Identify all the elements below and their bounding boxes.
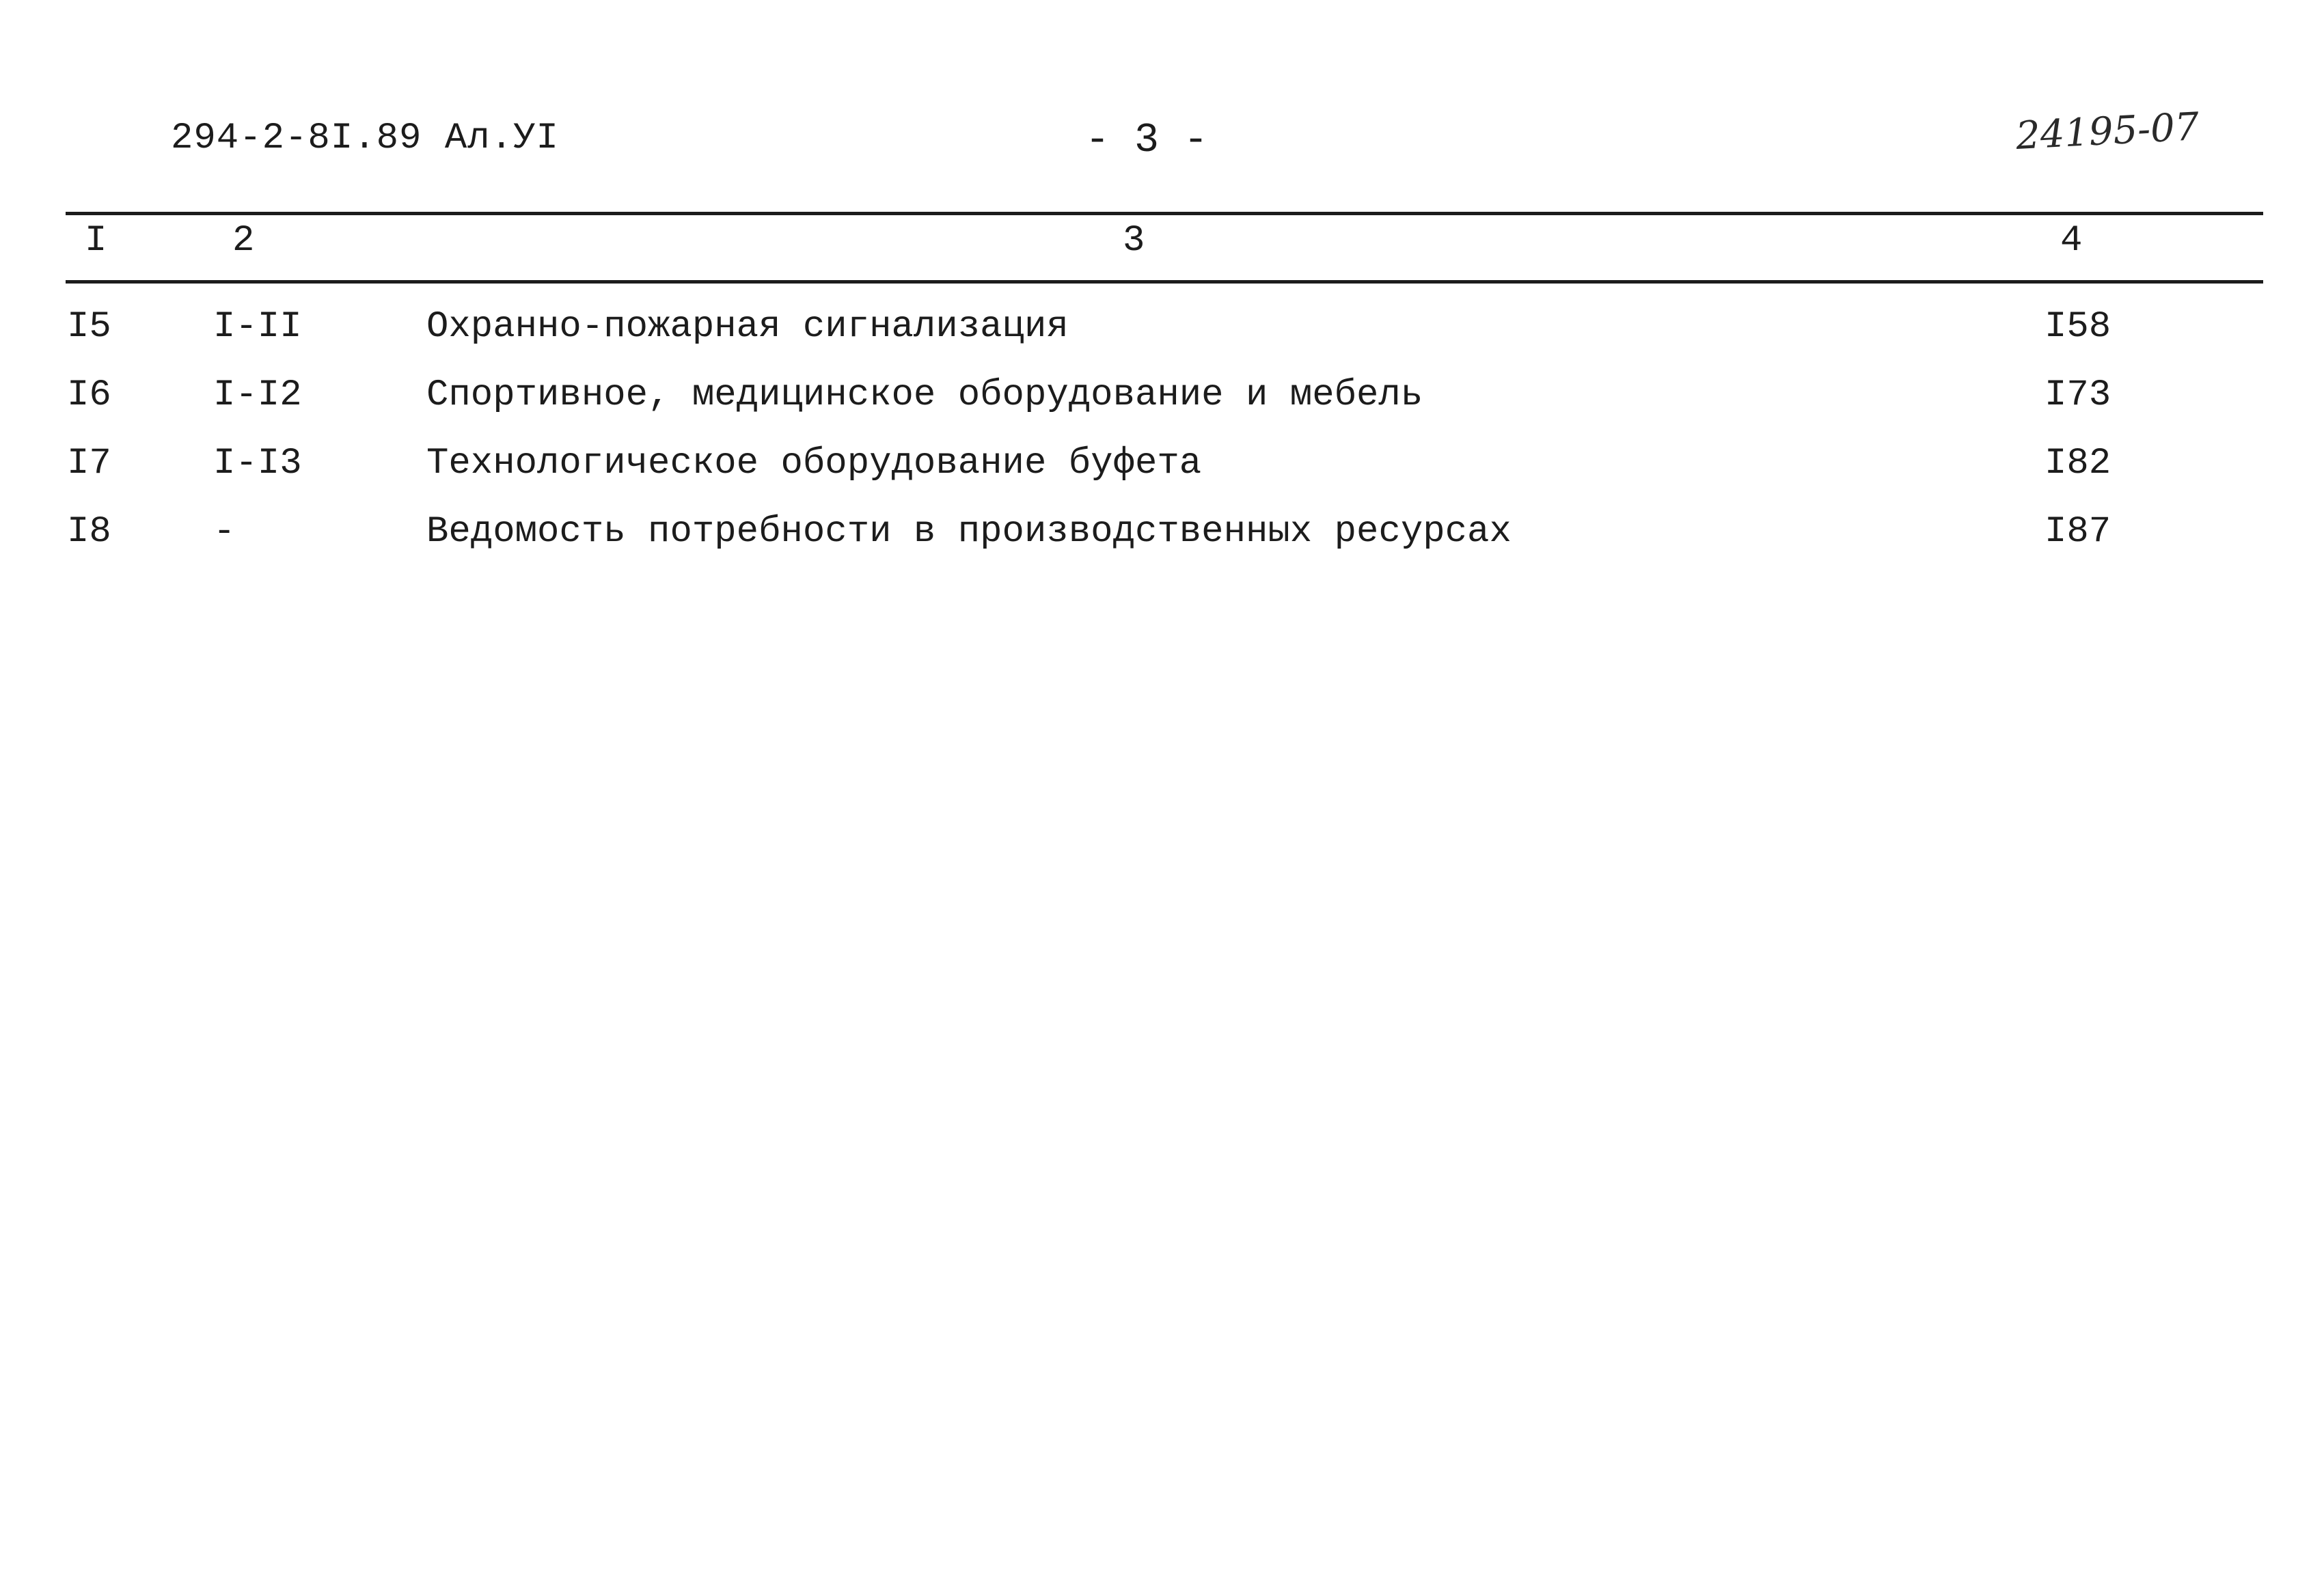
table-top-rule (66, 212, 2263, 215)
handwritten-archive-number: 24195-07 (2014, 105, 2200, 158)
section-title: Ведомость потребности в производственных ресурсах (426, 511, 1512, 553)
section-title: Спортивное, медицинское оборудование и мебель (426, 374, 1423, 416)
row-number: I5 (67, 306, 111, 348)
row-number: I7 (67, 443, 111, 484)
column-header-4: 4 (2060, 220, 2083, 262)
section-title: Технологическое оборудование буфета (426, 443, 1202, 484)
table-header-rule (66, 280, 2263, 284)
document-code: 294-2-8I.89 Ал.УI (171, 118, 559, 159)
sheet-reference: I-I2 (213, 374, 302, 416)
section-title: Охранно-пожарная сигнализация (426, 306, 1069, 348)
row-number: I6 (67, 374, 111, 416)
page-reference: I58 (2045, 306, 2111, 348)
page-reference: I87 (2045, 511, 2111, 553)
sheet-reference: I-II (213, 306, 302, 348)
column-header-1: I (85, 220, 107, 262)
sheet-reference: I-I3 (213, 443, 302, 484)
page-reference: I73 (2045, 374, 2111, 416)
column-header-2: 2 (232, 220, 255, 262)
page-number: - 3 - (1085, 118, 1209, 164)
page-reference: I82 (2045, 443, 2111, 484)
sheet-reference: - (213, 511, 236, 553)
row-number: I8 (67, 511, 111, 553)
column-header-3: 3 (1123, 220, 1145, 262)
